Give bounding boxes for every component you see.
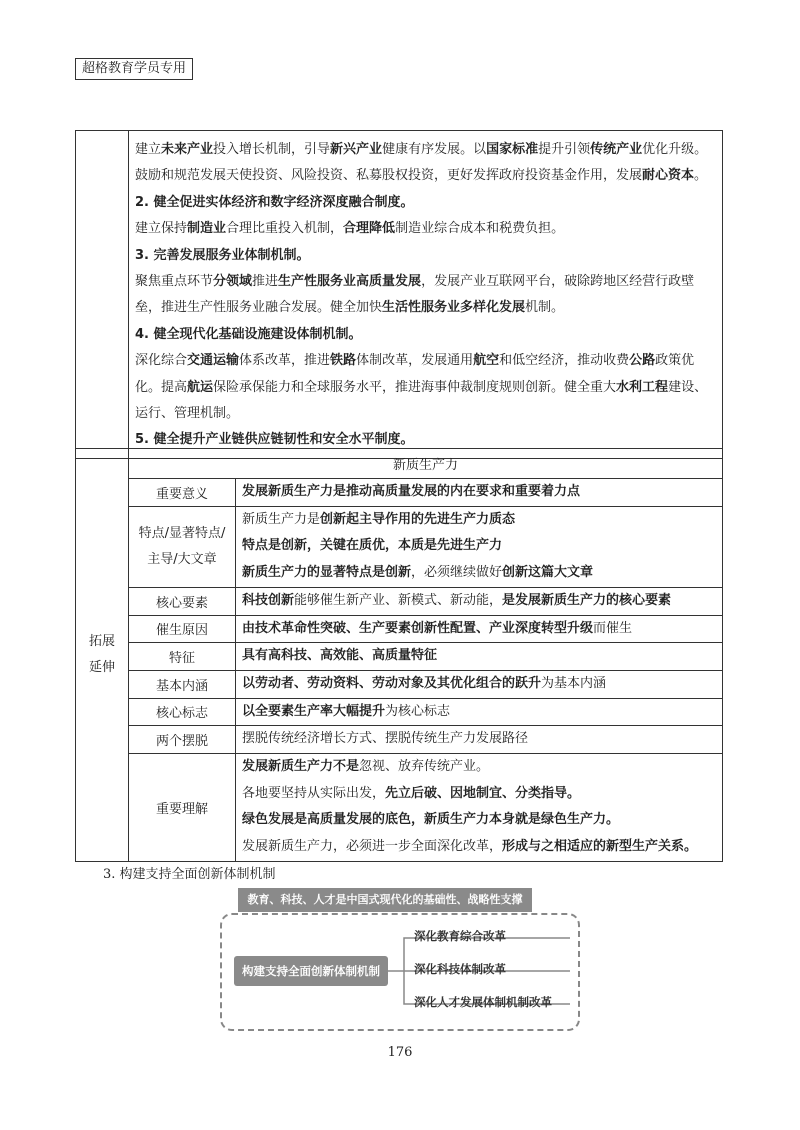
emphasis-text: 5. 健全提升产业链供应链韧性和安全水平制度。 bbox=[135, 432, 414, 448]
emphasis-text: 形成与之相适应的新型生产关系。 bbox=[502, 839, 698, 855]
row-label: 核心标志 bbox=[129, 698, 236, 726]
plain-text: 建设、 bbox=[668, 379, 708, 395]
emphasis-text: 分领域 bbox=[213, 274, 253, 290]
row-value bbox=[236, 643, 723, 671]
row-value-line bbox=[242, 754, 716, 781]
row-value-line bbox=[242, 834, 716, 861]
plain-text: 新质生产力是 bbox=[242, 511, 321, 527]
row-value-line bbox=[242, 588, 716, 615]
emphasis-text: 4. 健全现代化基础设施建设体制机制。 bbox=[135, 326, 362, 342]
top-text-line bbox=[135, 375, 716, 401]
diagram-center-node: 构建支持全面创新体制机制 bbox=[234, 956, 388, 986]
emphasis-text: 航空 bbox=[473, 353, 500, 369]
row-value-line bbox=[242, 807, 716, 834]
emphasis-text: 水利工程 bbox=[616, 379, 669, 395]
row-label-line: 主导/大文章 bbox=[147, 551, 217, 567]
top-text-line bbox=[135, 137, 716, 163]
plain-text: 推进 bbox=[252, 274, 279, 290]
row-value-line bbox=[242, 699, 716, 726]
emphasis-text: 由技术革命性突破、生产要素创新性配置、产业深度转型升级 bbox=[242, 620, 594, 636]
row-value-line bbox=[242, 560, 716, 587]
plain-text: 发展新质生产力，必须进一步全面深化改革， bbox=[242, 839, 503, 855]
top-text-line bbox=[135, 163, 716, 189]
row-value-line bbox=[242, 781, 716, 808]
emphasis-text: 以全要素生产率大幅提升 bbox=[242, 703, 386, 719]
plain-text: 运行、管理机制。 bbox=[135, 406, 240, 422]
emphasis-text: 铁路 bbox=[330, 353, 357, 369]
table-row bbox=[76, 670, 723, 698]
plain-text: 建立 bbox=[135, 142, 162, 157]
plain-text: 优化升级。 bbox=[642, 142, 708, 157]
plain-text: 制造业综合成本和税费负担。 bbox=[395, 221, 565, 237]
row-label bbox=[129, 506, 236, 587]
row-label-line: 特点/显著特点/ bbox=[138, 525, 226, 541]
top-text-line bbox=[135, 295, 716, 321]
top-text-line bbox=[135, 401, 716, 427]
header-tag: 超格教育学员专用 bbox=[75, 58, 193, 80]
extension-title: 新质生产力 bbox=[129, 449, 723, 479]
row-label: 重要理解 bbox=[129, 754, 236, 862]
row-value-line bbox=[242, 479, 716, 506]
side-label-text: 延伸 bbox=[88, 659, 115, 675]
plain-text: 体系改革，推进 bbox=[239, 353, 331, 369]
branch-education-reform: 深化教育综合改革 bbox=[414, 929, 506, 943]
plain-text: 和低空经济，推动收费 bbox=[499, 353, 630, 369]
row-value bbox=[236, 698, 723, 726]
row-label: 重要意义 bbox=[129, 479, 236, 507]
row-label: 基本内涵 bbox=[129, 670, 236, 698]
plain-text: 聚焦重点环节 bbox=[135, 274, 214, 290]
plain-text: 机制。 bbox=[525, 300, 565, 316]
plain-text: 各地要坚持从实际出发， bbox=[242, 785, 386, 801]
top-text-line bbox=[135, 190, 716, 216]
plain-text: 鼓励和规范发展天使投资、风险投资、私募股权投资，更好发挥政府投资基金作用，发展 bbox=[135, 168, 643, 184]
emphasis-text: 科技创新 bbox=[242, 592, 295, 608]
plain-text: 深化综合 bbox=[135, 353, 188, 369]
table-row bbox=[76, 754, 723, 862]
plain-text: 垒，推进生产性服务业融合发展。健全加快 bbox=[135, 300, 383, 316]
row-value bbox=[236, 587, 723, 615]
row-label: 两个摆脱 bbox=[129, 726, 236, 754]
top-text-line bbox=[135, 216, 716, 242]
mind-map-diagram bbox=[218, 888, 582, 1033]
row-value-line bbox=[242, 726, 716, 753]
plain-text: 投入增长机制，引导 bbox=[213, 142, 331, 157]
emphasis-text: 3. 完善发展服务业体制机制。 bbox=[135, 247, 310, 263]
extension-table bbox=[75, 448, 723, 862]
emphasis-text: 制造业 bbox=[187, 221, 227, 237]
row-value-line bbox=[242, 507, 716, 534]
page-number: 176 bbox=[387, 1045, 413, 1060]
emphasis-text: 发展新质生产力是推动高质量发展的内在要求和重要着力点 bbox=[242, 484, 581, 499]
emphasis-text: 特点是创新，关键在质优，本质是先进生产力 bbox=[242, 538, 503, 554]
table-row bbox=[76, 587, 723, 615]
plain-text: 为核心标志 bbox=[385, 703, 451, 719]
plain-text: 化。提高 bbox=[135, 379, 188, 395]
side-label-text: 拓展 bbox=[88, 633, 115, 649]
plain-text: 而催生 bbox=[593, 620, 633, 636]
emphasis-text: 2. 健全促进实体经济和数字经济深度融合制度。 bbox=[135, 194, 414, 210]
row-label: 核心要素 bbox=[129, 587, 236, 615]
row-value bbox=[236, 615, 723, 643]
emphasis-text: 传统产业 bbox=[590, 142, 643, 157]
table-row bbox=[76, 479, 723, 507]
row-label: 催生原因 bbox=[129, 615, 236, 643]
top-section-table bbox=[75, 130, 723, 459]
plain-text: ，必须继续做好 bbox=[411, 565, 503, 581]
plain-text: 为基本内涵 bbox=[541, 675, 607, 691]
emphasis-text: 国家标准 bbox=[486, 142, 539, 157]
branch-technology-reform: 深化科技体制改革 bbox=[414, 962, 506, 976]
plain-text: 健康有序发展。以 bbox=[382, 142, 487, 157]
top-text-line bbox=[135, 322, 716, 348]
table-row bbox=[76, 643, 723, 671]
diagram-banner: 教育、科技、人才是中国式现代化的基础性、战略性支撑 bbox=[238, 888, 532, 912]
row-label: 特征 bbox=[129, 643, 236, 671]
plain-text: ，发展产业互联网平台，破除跨地区经营行政壁 bbox=[421, 274, 695, 290]
top-body-cell bbox=[129, 131, 723, 459]
plain-text: 合理比重投入机制， bbox=[226, 221, 344, 237]
row-value bbox=[236, 506, 723, 587]
plain-text: 摆脱传统经济增长方式、摆脱传统生产力发展路径 bbox=[242, 731, 529, 747]
row-value-line bbox=[242, 533, 716, 560]
plain-text: 体制改革，发展通用 bbox=[356, 353, 474, 369]
emphasis-text: 合理降低 bbox=[343, 221, 396, 237]
emphasis-text: 未来产业 bbox=[161, 142, 214, 157]
plain-text: 忽视、放弃传统产业。 bbox=[359, 759, 490, 775]
top-text-line bbox=[135, 348, 716, 374]
emphasis-text: 生产性服务业高质量发展 bbox=[278, 274, 422, 290]
emphasis-text: 发展新质生产力不是 bbox=[242, 759, 360, 775]
plain-text: 政策优 bbox=[655, 353, 695, 369]
extension-side-label bbox=[76, 449, 129, 862]
emphasis-text: 创新这篇大文章 bbox=[502, 565, 594, 581]
row-value-line bbox=[242, 643, 716, 670]
emphasis-text: 交通运输 bbox=[187, 353, 240, 369]
row-value-line bbox=[242, 671, 716, 698]
table-row bbox=[76, 698, 723, 726]
emphasis-text: 具有高科技、高效能、高质量特征 bbox=[242, 648, 438, 664]
plain-text: 建立保持 bbox=[135, 221, 188, 237]
row-value-line bbox=[242, 616, 716, 643]
top-text-line bbox=[135, 269, 716, 295]
emphasis-text: 绿色发展是高质量发展的底色，新质生产力本身就是绿色生产力。 bbox=[242, 812, 620, 828]
emphasis-text: 航运 bbox=[187, 379, 214, 395]
top-text-line bbox=[135, 243, 716, 269]
plain-text: 能够催生新产业、新模式、新动能， bbox=[294, 592, 503, 608]
row-value bbox=[236, 670, 723, 698]
row-value bbox=[236, 754, 723, 862]
emphasis-text: 生活性服务业多样化发展 bbox=[382, 300, 526, 316]
plain-text: 。 bbox=[694, 168, 708, 184]
emphasis-text: 公路 bbox=[629, 353, 656, 369]
emphasis-text: 创新起主导作用的先进生产力质态 bbox=[320, 511, 516, 527]
plain-text: 保险承保能力和全球服务水平，推进海事仲裁制度规则创新。健全重大 bbox=[213, 379, 617, 395]
section-3-heading: 3. 构建支持全面创新体制机制 bbox=[103, 867, 276, 882]
table-row bbox=[76, 506, 723, 587]
emphasis-text: 是发展新质生产力的核心要素 bbox=[502, 592, 672, 608]
branch-talent-reform: 深化人才发展体制机制改革 bbox=[414, 995, 552, 1009]
table-row bbox=[76, 615, 723, 643]
row-value bbox=[236, 726, 723, 754]
emphasis-text: 先立后破、因地制宜、分类指导。 bbox=[385, 785, 581, 801]
emphasis-text: 耐心资本 bbox=[642, 168, 695, 184]
emphasis-text: 以劳动者、劳动资料、劳动对象及其优化组合的跃升 bbox=[242, 675, 542, 691]
table-row bbox=[76, 726, 723, 754]
emphasis-text: 新兴产业 bbox=[330, 142, 383, 157]
emphasis-text: 新质生产力的显著特点是创新 bbox=[242, 565, 412, 581]
plain-text: 提升引领 bbox=[538, 142, 591, 157]
top-side-cell bbox=[76, 131, 129, 459]
row-value bbox=[236, 479, 723, 507]
